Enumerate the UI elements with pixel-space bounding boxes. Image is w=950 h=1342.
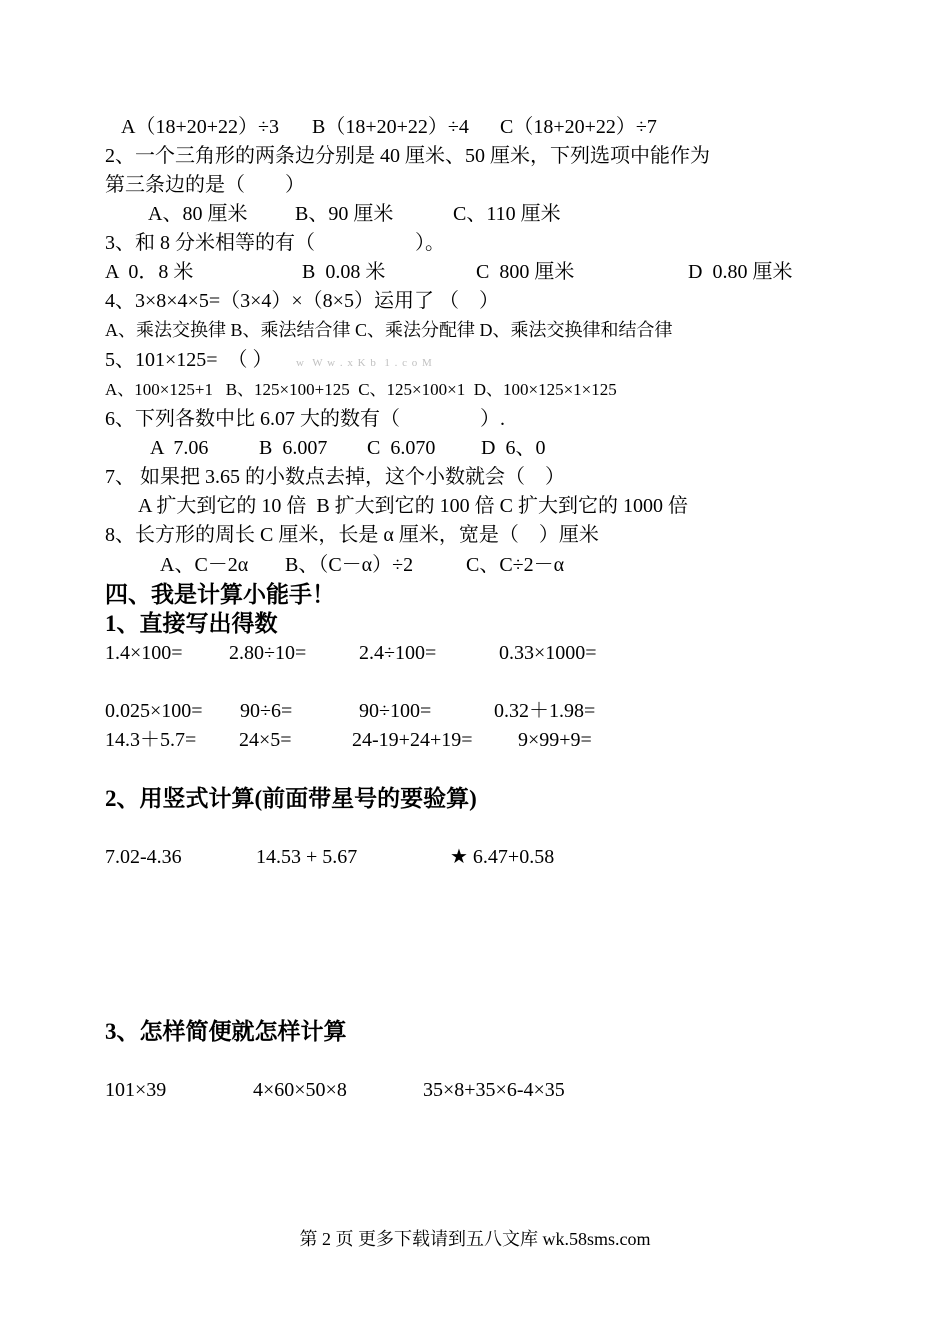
q8-option-a: A、C－2α (160, 554, 249, 576)
q5-options: A、100×125+1 B、125×100+125 C、125×100×1 D、100×125×1×125 (105, 380, 617, 399)
q6-option-b: B 6.007 (259, 437, 328, 459)
q3-text: 3、和 8 分米相等的有（ ）。 (105, 232, 445, 254)
q6-text: 6、下列各数中比 6.07 大的数有（ ）. (105, 408, 505, 430)
calc-item: 1.4×100= (105, 642, 183, 664)
q8-text: 8、长方形的周长 C 厘米，长是 α 厘米，宽是（ ）厘米 (105, 524, 599, 546)
sub2-title: 2、用竖式计算(前面带星号的要验算) (105, 786, 477, 811)
vertical-calc-item: ★ 6.47+0.58 (450, 846, 555, 868)
q2-option-b: B、90 厘米 (295, 203, 394, 225)
simple-calc-item: 101×39 (105, 1079, 167, 1101)
sub1-title: 1、直接写出得数 (105, 611, 278, 636)
q2-text-line1: 2、一个三角形的两条边分别是 40 厘米、50 厘米，下列选项中能作为 (105, 145, 710, 167)
simple-calc-item: 35×8+35×6-4×35 (423, 1079, 565, 1101)
q6-option-d: D 6、0 (481, 437, 546, 459)
q6-option-c: C 6.070 (367, 437, 436, 459)
q1-option-b: B（18+20+22）÷4 (312, 116, 469, 138)
q7-text: 7、 如果把 3.65 的小数点去掉，这个小数就会（ ） (105, 466, 565, 488)
calc-item: 0.025×100= (105, 700, 203, 722)
calc-item: 2.4÷100= (359, 642, 437, 664)
q8-option-c: C、C÷2－α (466, 554, 565, 576)
q2-option-c: C、110 厘米 (453, 203, 561, 225)
section-title: 四、我是计算小能手！ (105, 582, 335, 607)
q8-option-b: B、（C－α）÷2 (285, 554, 414, 576)
q6-option-a: A 7.06 (150, 437, 209, 459)
q3-option-d: D 0.80 厘米 (688, 261, 793, 283)
q4-text: 4、3×8×4×5=（3×4）×（8×5）运用了 （ ） (105, 290, 499, 312)
page-footer: 第 2 页 更多下载请到五八文库 wk.58sms.com (299, 1229, 651, 1249)
watermark-text: w W w . x K b 1 . c o M (296, 357, 433, 369)
q2-text-line2: 第三条边的是（ ） (105, 174, 305, 196)
q7-options: A 扩大到它的 10 倍 B 扩大到它的 100 倍 C 扩大到它的 1000 倍 (138, 495, 689, 517)
calc-item: 24-19+24+19= (352, 729, 473, 751)
simple-calc-item: 4×60×50×8 (253, 1079, 347, 1101)
vertical-calc-item: 14.53 + 5.67 (256, 846, 358, 868)
calc-item: 2.80÷10= (229, 642, 307, 664)
q4-options: A、乘法交换律 B、乘法结合律 C、乘法分配律 D、乘法交换律和结合律 (105, 320, 673, 340)
sub3-title: 3、怎样简便就怎样计算 (105, 1019, 347, 1044)
q3-option-b: B 0.08 米 (302, 261, 386, 283)
calc-item: 14.3＋5.7= (105, 729, 197, 751)
q3-option-a: A 0．8 米 (105, 261, 194, 283)
calc-item: 0.32＋1.98= (494, 700, 596, 722)
q5-text: 5、101×125= （ ） (105, 349, 273, 371)
calc-item: 9×99+9= (518, 729, 592, 751)
calc-item: 90÷100= (359, 700, 432, 722)
calc-item: 0.33×1000= (499, 642, 597, 664)
q3-option-c: C 800 厘米 (476, 261, 575, 283)
q2-option-a: A、80 厘米 (148, 203, 248, 225)
q1-option-a: A（18+20+22）÷3 (121, 116, 279, 138)
vertical-calc-item: 7.02-4.36 (105, 846, 182, 868)
calc-item: 24×5= (239, 729, 292, 751)
q1-option-c: C（18+20+22）÷7 (500, 116, 657, 138)
calc-item: 90÷6= (240, 700, 293, 722)
